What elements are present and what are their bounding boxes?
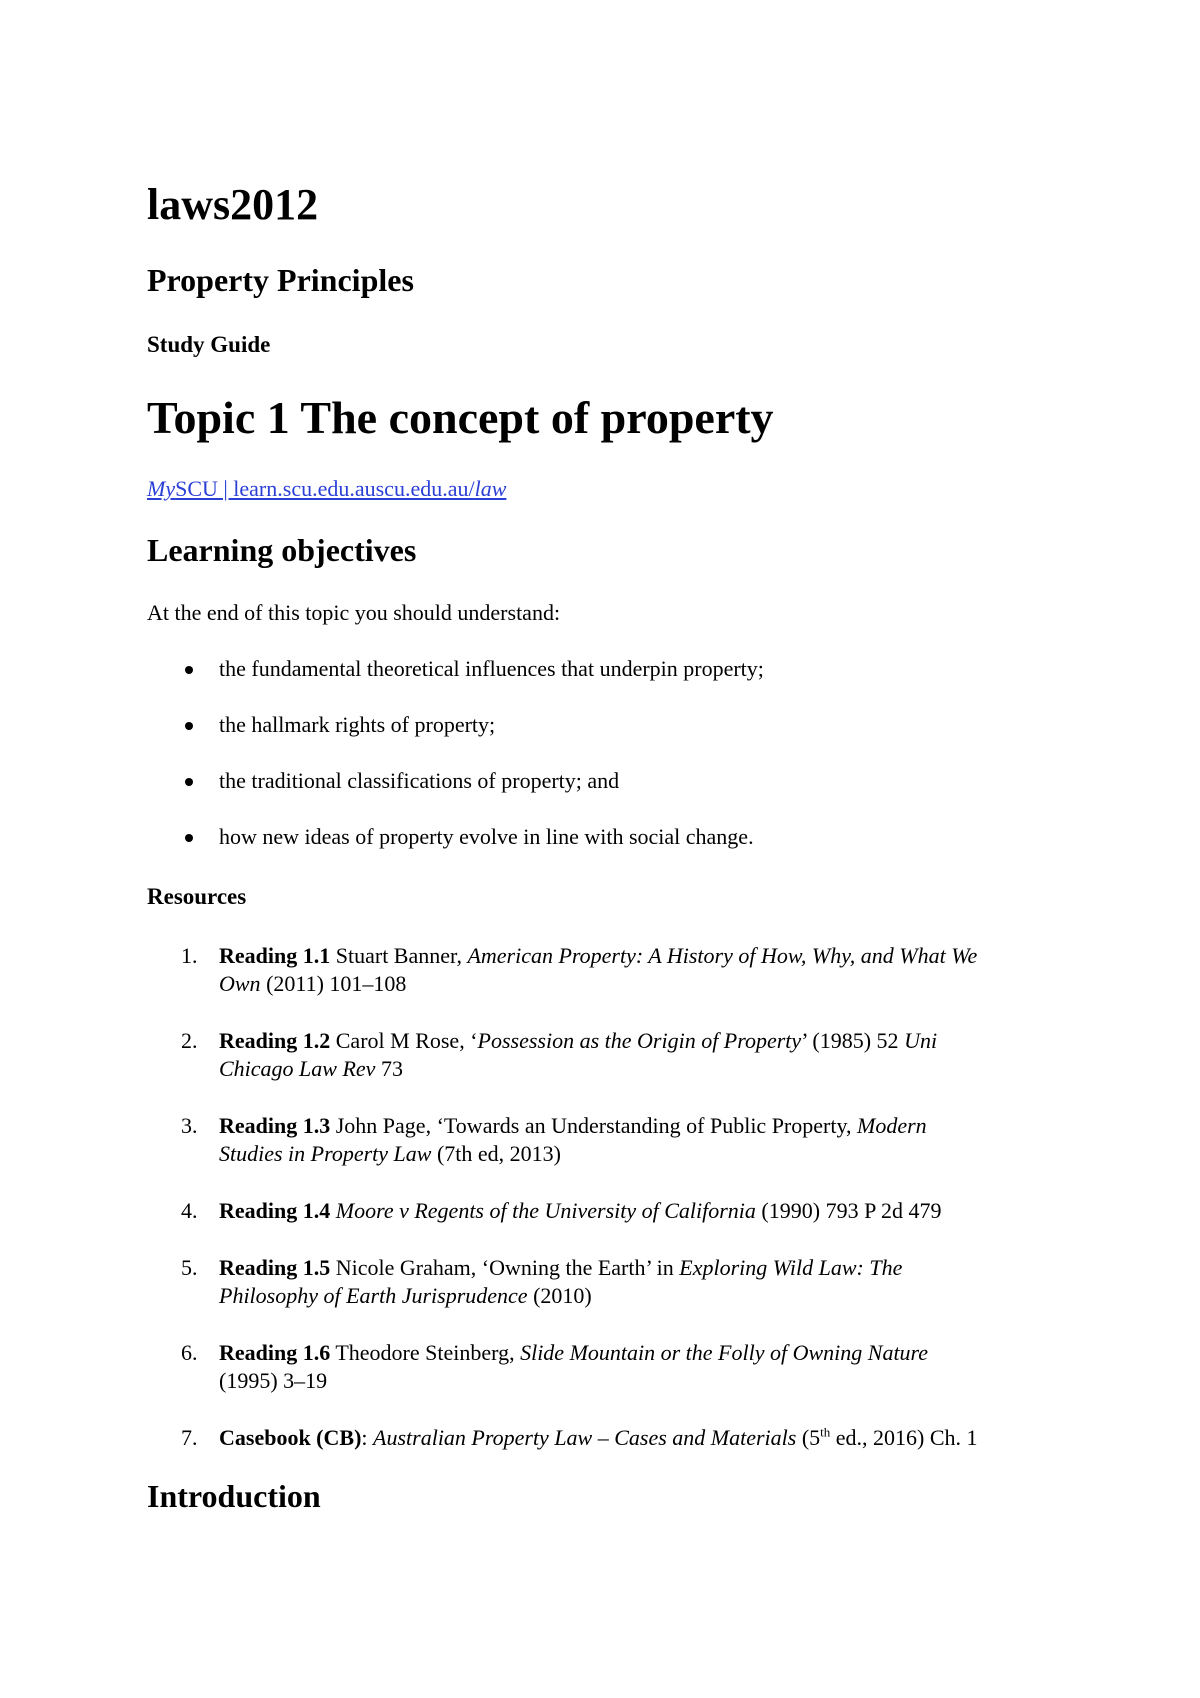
course-code: laws2012 [147,180,319,229]
bullet-icon [185,666,193,674]
citation-text: (7th ed, 2013) [431,1141,561,1166]
citation-title: Own [219,971,261,996]
citation-text: Nicole Graham, ‘Owning the Earth’ in [330,1255,680,1280]
link-part-italic-1: My [147,476,176,501]
resource-number: 7. [181,1425,198,1450]
citation-journal: Chicago Law Rev [219,1056,376,1081]
topic-title: Topic 1 The concept of property [147,392,774,443]
resource-label: Reading 1.1 [219,943,331,968]
resource-citation [219,1027,1069,1083]
resource-number: 4. [181,1198,198,1223]
resource-label: Reading 1.6 [219,1340,331,1365]
superscript-th: th [820,1424,831,1440]
course-title: Property Principles [147,262,414,298]
citation-text: ed., 2016) Ch. 1 [830,1425,978,1450]
resource-number: 5. [181,1255,198,1280]
citation-title: Slide Mountain or the Folly of Owning Nature [520,1340,929,1365]
citation-text: : [361,1425,374,1450]
resource-citation [219,1339,1069,1395]
citation-title: Philosophy of Earth Jurisprudence [219,1283,528,1308]
objective-text: the traditional classifications of property; and [219,768,620,793]
bullet-icon [185,834,193,842]
citation-title: Modern [857,1113,927,1138]
citation-text: (2010) [527,1283,592,1308]
citation-text: (5 [796,1425,821,1450]
resource-citation [219,942,1069,998]
resource-citation [219,1424,1069,1452]
resource-citation [219,1254,1069,1310]
resource-number: 3. [181,1113,198,1138]
citation-text: Theodore Steinberg, [330,1340,521,1365]
resource-number: 2. [181,1028,198,1053]
learning-objectives-heading: Learning objectives [147,532,417,568]
citation-text: (1990) 793 P 2d 479 [755,1198,942,1223]
citation-text: ’ (1985) 52 [801,1028,905,1053]
resource-label: Reading 1.2 [219,1028,331,1053]
objective-text: the hallmark rights of property; [219,712,496,737]
resources-heading: Resources [147,884,247,909]
myscu-link[interactable] [147,474,506,504]
document-type-label: Study Guide [147,332,271,357]
resource-label: Casebook (CB) [219,1425,362,1450]
objective-text: how new ideas of property evolve in line with social change. [219,824,754,849]
citation-text: Stuart Banner, [330,943,468,968]
citation-title: Australian Property Law – Cases and Materials [373,1425,797,1450]
citation-text: Carol M Rose, ‘ [330,1028,478,1053]
resource-number: 1. [181,943,198,968]
citation-title: Moore v Regents of the University of California [335,1198,756,1223]
resource-label: Reading 1.5 [219,1255,331,1280]
resource-citation [219,1112,1069,1168]
bullet-icon [185,722,193,730]
citation-title: Possession as the Origin of Property [477,1028,802,1053]
resource-label: Reading 1.4 [219,1198,331,1223]
objectives-intro: At the end of this topic you should understand: [147,600,561,625]
link-part-italic-2: law [474,476,507,501]
citation-title: Exploring Wild Law: The [679,1255,903,1280]
citation-text: John Page, ‘Towards an Understanding of Public Property, [330,1113,858,1138]
objective-text: the fundamental theoretical influences that underpin property; [219,656,764,681]
bullet-icon [185,778,193,786]
resource-label: Reading 1.3 [219,1113,331,1138]
citation-journal: Uni [904,1028,938,1053]
resource-number: 6. [181,1340,198,1365]
citation-title: American Property: A History of How, Why, and What We [467,943,978,968]
citation-text: (1995) 3–19 [219,1368,328,1393]
citation-text: 73 [375,1056,403,1081]
link-part-plain: SCU | learn.scu.edu.auscu.edu.au/ [175,476,475,501]
resource-citation [219,1197,1069,1225]
citation-title: Studies in Property Law [219,1141,432,1166]
introduction-heading: Introduction [147,1478,321,1514]
citation-text: (2011) 101–108 [260,971,407,996]
